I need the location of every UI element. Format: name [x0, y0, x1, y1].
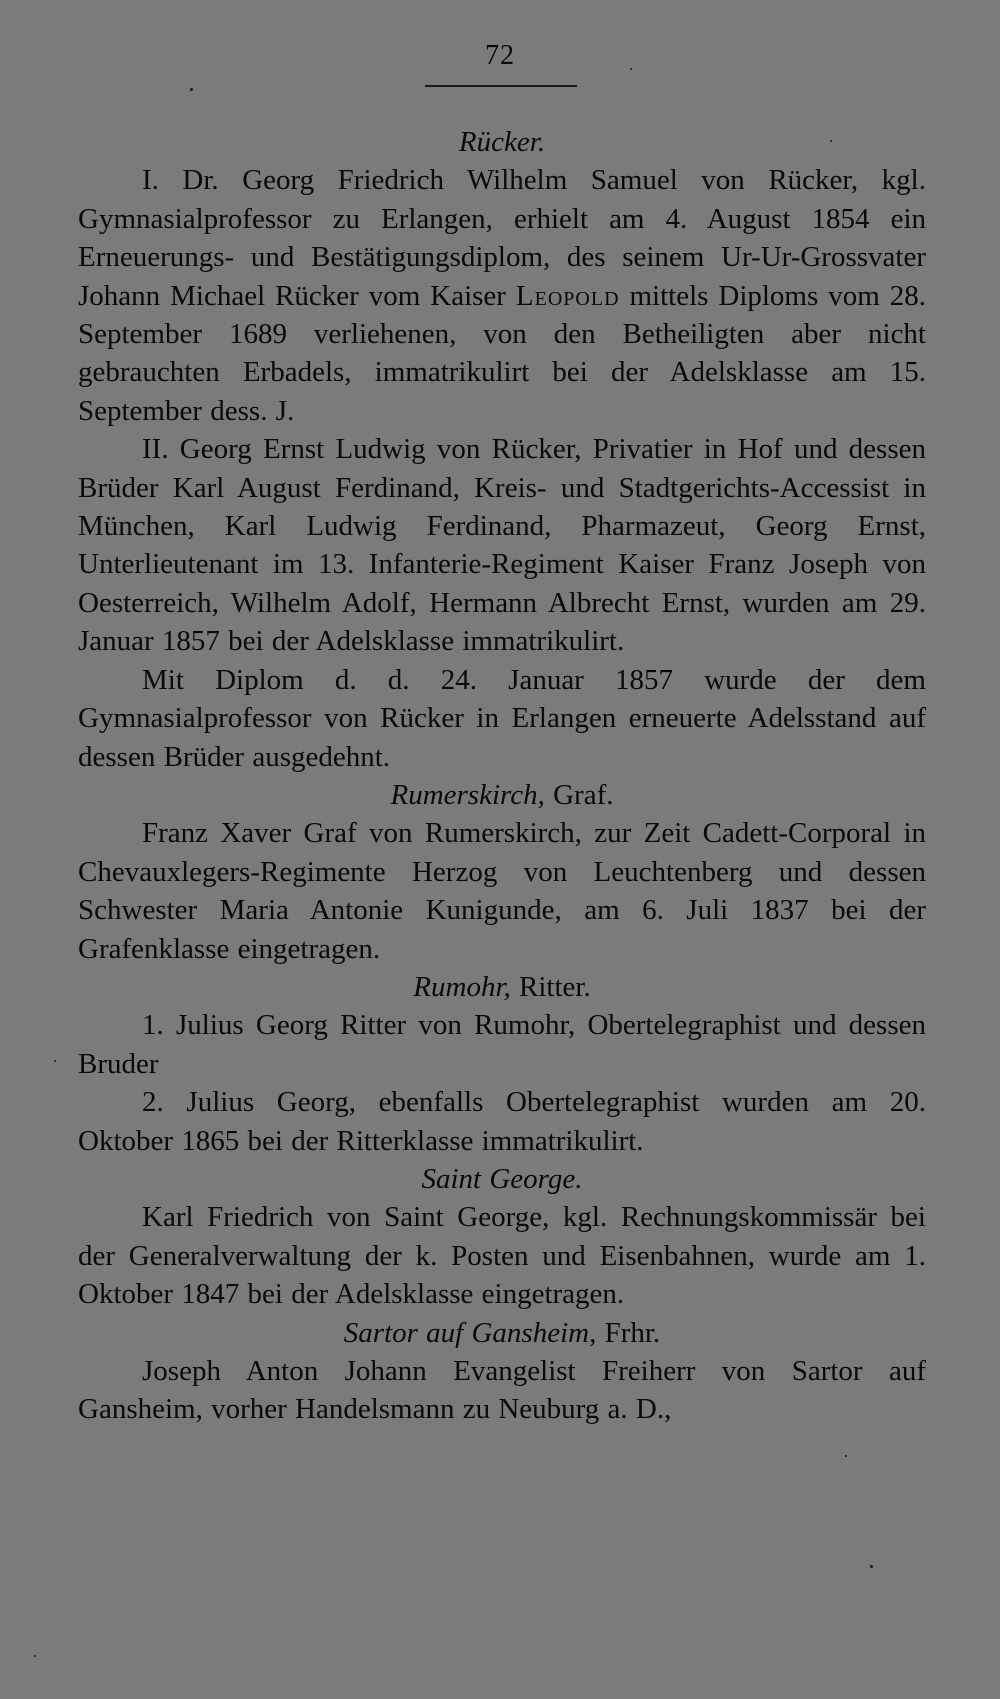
- scan-speck: [630, 68, 632, 70]
- scan-speck: [190, 88, 193, 91]
- entry-paragraph: Karl Friedrich von Saint George, kgl. Rechnungskommissär bei der Generalverwaltung der k. Posten und Eisenbahnen, wurde am 1. Oktober 1847 bei der Adelsklasse eingetragen.: [78, 1201, 926, 1311]
- scan-speck: [870, 1565, 873, 1568]
- entry-heading-suffix: Frhr.: [596, 1316, 661, 1349]
- entry-heading-text: Rumerskirch,: [390, 778, 545, 811]
- paragraph-text-continued: mittels Diploms vom 28. September 1689 verliehenen, von den Betheiligten aber nicht gebrauchten Erbadels, immatrikulirt bei der Adelsklasse am 15. September dess. J.: [78, 279, 926, 427]
- entry-paragraph: II. Georg Ernst Ludwig von Rücker, Privatier in Hof und dessen Brüder Karl August Ferdinand, Kreis- und Stadtgerichts-Accessist in München, Karl Ludwig Ferdinand, Pharmazeut, Georg Ernst, Unterlieutenant im 13. Infanterie-Regiment Kaiser Franz Joseph von Oesterreich, Wilhelm Adolf, Hermann Albrecht Ernst, wurden am 29. Januar 1857 bei der Adelsklasse immatrikulirt.: [78, 433, 926, 658]
- scan-speck: [845, 1455, 847, 1457]
- scan-speck: [830, 140, 832, 142]
- entry-heading-text: Rücker.: [458, 126, 546, 158]
- entry-heading-text: Sartor auf Gansheim,: [343, 1316, 597, 1349]
- scan-speck: [54, 1060, 56, 1062]
- entry-heading-suffix: Graf.: [544, 778, 614, 811]
- entry-heading-saint-george: [78, 1160, 926, 1198]
- paragraph-smallcaps-name: Leopold: [515, 279, 620, 312]
- entry-paragraph: Franz Xaver Graf von Rumerskirch, zur Zeit Cadett-Corporal in Chevauxlegers-Regimente Herzog von Leuchtenberg und dessen Schwester Maria Antonie Kunigunde, am 6. Juli 1837 bei der Grafenklasse eingetragen.: [78, 817, 926, 965]
- entry-paragraph: Joseph Anton Johann Evangelist Freiherr von Sartor auf Gansheim, vorher Handelsmann zu Neuburg a. D.,: [78, 1355, 926, 1426]
- paragraph-text: I. Dr. Georg Friedrich Wilhelm Samuel von Rücker, kgl. Gymnasialprofessor zu Erlangen, erhielt am 4. August 1854 ein Erneuerungs- und Bestätigungsdiplom, des seinem Ur-Ur-Grossvater Johann Michael Rücker vom Kaiser: [78, 164, 926, 312]
- entry-heading-suffix: Ritter.: [510, 970, 591, 1003]
- entry-heading-text: Rumohr,: [413, 970, 511, 1003]
- entry-heading-ruecker: [78, 123, 926, 161]
- entry-heading-sartor: [78, 1314, 926, 1352]
- scan-speck: [34, 1655, 36, 1657]
- page-number-rule: [425, 85, 577, 87]
- entry-heading-rumohr: [78, 968, 926, 1006]
- page-number: 72: [485, 40, 515, 71]
- entry-paragraph: [78, 161, 926, 430]
- entry-paragraph: 2. Julius Georg, ebenfalls Obertelegraphist wurden am 20. Oktober 1865 bei der Ritterklasse immatrikulirt.: [78, 1086, 926, 1157]
- page-body: [78, 123, 926, 1429]
- entry-heading-rumerskirch: [78, 776, 926, 814]
- entry-heading-text: Saint George.: [421, 1162, 583, 1195]
- entry-paragraph: 1. Julius Georg Ritter von Rumohr, Obertelegraphist und dessen Bruder: [78, 1009, 926, 1080]
- entry-paragraph: Mit Diplom d. d. 24. Januar 1857 wurde der dem Gymnasialprofessor von Rücker in Erlangen erneuerte Adelsstand auf dessen Brüder ausgedehnt.: [78, 663, 926, 773]
